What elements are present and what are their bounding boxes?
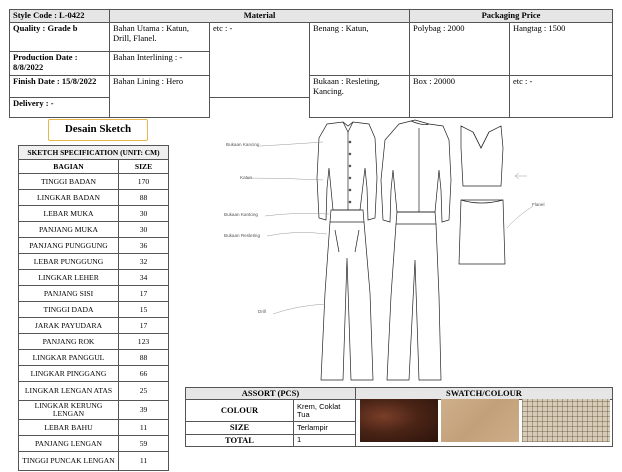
callout-flanel: Flanel bbox=[532, 202, 545, 207]
spec-size: 88 bbox=[119, 190, 169, 206]
spec-size: 36 bbox=[119, 238, 169, 254]
spec-bagian: PANJANG PUNGGUNG bbox=[19, 238, 119, 254]
size-value: Terlampir bbox=[294, 422, 356, 434]
spec-bagian: PANJANG SISI bbox=[19, 286, 119, 302]
spec-bagian: TINGGI BADAN bbox=[19, 174, 119, 190]
flanel-piece-sketch bbox=[459, 200, 505, 264]
technical-sketch bbox=[215, 118, 560, 386]
packaging-header: Packaging Price bbox=[410, 10, 613, 23]
swatch-tweed bbox=[522, 399, 610, 442]
spec-row bbox=[19, 174, 169, 190]
spec-row bbox=[19, 286, 169, 302]
material-header: Material bbox=[110, 10, 410, 23]
spec-row bbox=[19, 366, 169, 382]
spec-row bbox=[19, 382, 169, 401]
callout-bukaan-resleting: Bukaan Resleting bbox=[224, 233, 261, 238]
spec-caption: SKETCH SPECIFICATION (UNIT: CM) bbox=[19, 146, 169, 160]
sketch-spec-table bbox=[18, 145, 169, 471]
bahan-utama: Bahan Utama : Katun, Drill, Flanel. bbox=[110, 22, 210, 51]
spec-size: 66 bbox=[119, 366, 169, 382]
spec-bagian: PANJANG MUKA bbox=[19, 222, 119, 238]
spec-bagian: LINGKAR LENGAN ATAS bbox=[19, 382, 119, 401]
spec-row bbox=[19, 206, 169, 222]
colour-value: Krem, Coklat Tua bbox=[294, 400, 356, 422]
spec-bagian: LINGKAR KERUNG LENGAN bbox=[19, 401, 119, 420]
spec-bagian: PANJANG ROK bbox=[19, 334, 119, 350]
callout-bukaan-kantong: Bukaan Kantong bbox=[224, 212, 258, 217]
spec-row bbox=[19, 436, 169, 452]
hangtag: Hangtag : 1500 bbox=[510, 22, 613, 75]
spec-row bbox=[19, 420, 169, 436]
spec-row bbox=[19, 190, 169, 206]
assort-header: ASSORT (PCS) bbox=[186, 388, 356, 400]
size-label: SIZE bbox=[186, 422, 294, 434]
spec-row bbox=[19, 222, 169, 238]
spec-size: 17 bbox=[119, 318, 169, 334]
box: Box : 20000 bbox=[410, 75, 510, 117]
spec-row bbox=[19, 302, 169, 318]
spec-size: 17 bbox=[119, 286, 169, 302]
spec-bagian: LEBAR PUNGGUNG bbox=[19, 254, 119, 270]
etc-material: etc : - bbox=[210, 22, 310, 97]
back-view-sketch bbox=[381, 120, 451, 380]
callout-drill: Drill bbox=[258, 309, 266, 314]
bahan-lining: Bahan Lining : Hero bbox=[110, 75, 210, 117]
polybag: Polybag : 2000 bbox=[410, 22, 510, 75]
swatch-velvet bbox=[360, 399, 438, 442]
spec-size: 11 bbox=[119, 452, 169, 471]
spec-size: 34 bbox=[119, 270, 169, 286]
bahan-interlining: Bahan Interlining : - bbox=[110, 51, 210, 75]
callout-bukaan-kancing: Bukaan Kancing bbox=[226, 142, 260, 147]
spec-bagian: LINGKAR BADAN bbox=[19, 190, 119, 206]
spec-size: 123 bbox=[119, 334, 169, 350]
spec-size: 11 bbox=[119, 420, 169, 436]
etc-packaging: etc : - bbox=[510, 75, 613, 117]
spec-row bbox=[19, 270, 169, 286]
spec-bagian: PANJANG LENGAN bbox=[19, 436, 119, 452]
spec-row bbox=[19, 238, 169, 254]
spec-size: 39 bbox=[119, 401, 169, 420]
spec-size: 30 bbox=[119, 206, 169, 222]
col-bagian: BAGIAN bbox=[19, 160, 119, 174]
spec-size: 30 bbox=[119, 222, 169, 238]
total-value: 1 bbox=[294, 434, 356, 446]
spec-size: 88 bbox=[119, 350, 169, 366]
spec-size: 15 bbox=[119, 302, 169, 318]
spec-bagian: LEBAR MUKA bbox=[19, 206, 119, 222]
spec-row bbox=[19, 401, 169, 420]
swatch-header: SWATCH/COLOUR bbox=[356, 388, 613, 400]
spec-size: 170 bbox=[119, 174, 169, 190]
finish-date: Finish Date : 15/8/2022 bbox=[10, 75, 110, 97]
front-view-sketch bbox=[317, 122, 377, 380]
spec-row bbox=[19, 318, 169, 334]
style-code: Style Code : L-0422 bbox=[10, 10, 110, 23]
spec-row bbox=[19, 254, 169, 270]
vest-sketch bbox=[461, 126, 503, 186]
production-date: Production Date : 8/8/2022 bbox=[10, 51, 110, 75]
spec-size: 59 bbox=[119, 436, 169, 452]
spec-bagian: LINGKAR PANGGUL bbox=[19, 350, 119, 366]
spec-bagian: LINGKAR LEHER bbox=[19, 270, 119, 286]
spec-bagian: TINGGI PUNCAK LENGAN bbox=[19, 452, 119, 471]
spec-row bbox=[19, 452, 169, 471]
bukaan: Bukaan : Resleting, Kancing. bbox=[310, 75, 410, 117]
spec-bagian: LEBAR BAHU bbox=[19, 420, 119, 436]
spec-size: 25 bbox=[119, 382, 169, 401]
benang: Benang : Katun, bbox=[310, 22, 410, 75]
spec-size: 32 bbox=[119, 254, 169, 270]
header-table bbox=[9, 9, 613, 118]
total-label: TOTAL bbox=[186, 434, 294, 446]
spec-bagian: TINGGI DADA bbox=[19, 302, 119, 318]
callout-katun: Katun bbox=[240, 175, 253, 180]
colour-label: COLOUR bbox=[186, 400, 294, 422]
spec-row bbox=[19, 334, 169, 350]
col-size: SIZE bbox=[119, 160, 169, 174]
quality: Quality : Grade b bbox=[10, 22, 110, 51]
desain-sketch-label: Desain Sketch bbox=[48, 119, 148, 141]
swatch-cotton bbox=[441, 399, 519, 442]
spec-bagian: JARAK PAYUDARA bbox=[19, 318, 119, 334]
delivery: Delivery : - bbox=[10, 97, 110, 117]
spec-bagian: LINGKAR PINGGANG bbox=[19, 366, 119, 382]
spec-row bbox=[19, 350, 169, 366]
